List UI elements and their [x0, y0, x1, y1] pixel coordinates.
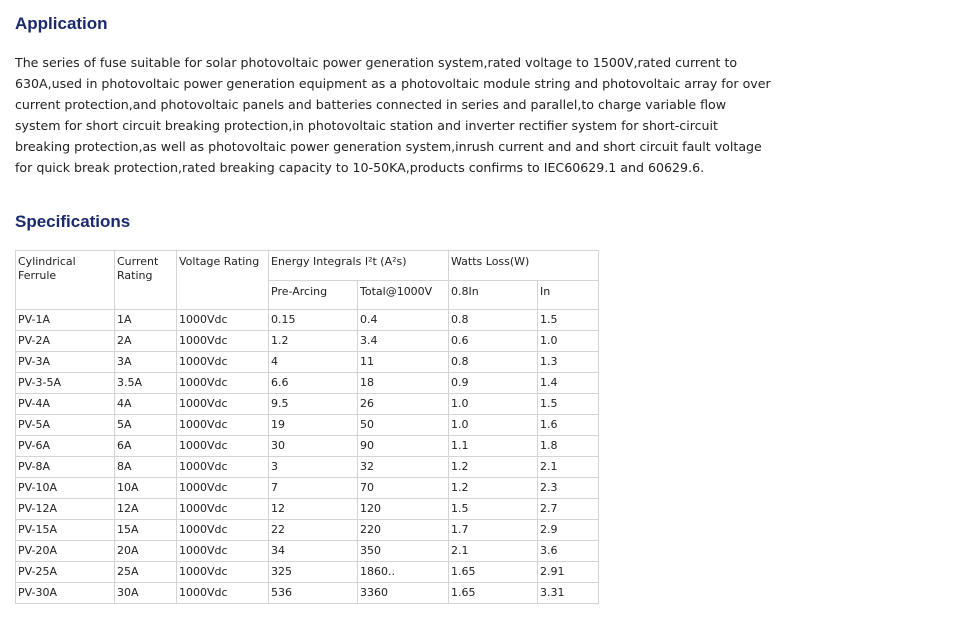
cell-total: 3360 — [358, 583, 449, 604]
cell-voltage: 1000Vdc — [177, 415, 269, 436]
header-energy: Energy Integrals I²t (A²s) — [269, 251, 449, 281]
cell-ferrule: PV-15A — [16, 520, 115, 541]
cell-pre-arcing: 325 — [269, 562, 358, 583]
cell-w08: 1.0 — [449, 394, 538, 415]
cell-w08: 1.7 — [449, 520, 538, 541]
table-row — [16, 352, 599, 373]
cell-win: 1.5 — [538, 394, 599, 415]
table-row — [16, 394, 599, 415]
cell-total: 3.4 — [358, 331, 449, 352]
cell-pre-arcing: 3 — [269, 457, 358, 478]
cell-pre-arcing: 22 — [269, 520, 358, 541]
cell-ferrule: PV-2A — [16, 331, 115, 352]
cell-current: 6A — [115, 436, 177, 457]
table-row — [16, 583, 599, 604]
cell-win: 2.9 — [538, 520, 599, 541]
cell-ferrule: PV-10A — [16, 478, 115, 499]
cell-current: 2A — [115, 331, 177, 352]
cell-total: 26 — [358, 394, 449, 415]
cell-current: 20A — [115, 541, 177, 562]
cell-voltage: 1000Vdc — [177, 331, 269, 352]
cell-current: 12A — [115, 499, 177, 520]
cell-ferrule: PV-20A — [16, 541, 115, 562]
cell-ferrule: PV-4A — [16, 394, 115, 415]
cell-total: 120 — [358, 499, 449, 520]
table-row — [16, 373, 599, 394]
header-w08: 0.8In — [449, 280, 538, 310]
cell-current: 30A — [115, 583, 177, 604]
cell-voltage: 1000Vdc — [177, 394, 269, 415]
table-row — [16, 478, 599, 499]
cell-win: 1.0 — [538, 331, 599, 352]
application-heading: Application — [15, 14, 108, 33]
table-row — [16, 415, 599, 436]
cell-voltage: 1000Vdc — [177, 520, 269, 541]
cell-w08: 0.9 — [449, 373, 538, 394]
cell-w08: 0.8 — [449, 310, 538, 331]
cell-w08: 1.0 — [449, 415, 538, 436]
cell-voltage: 1000Vdc — [177, 373, 269, 394]
cell-current: 8A — [115, 457, 177, 478]
cell-voltage: 1000Vdc — [177, 541, 269, 562]
cell-pre-arcing: 0.15 — [269, 310, 358, 331]
cell-win: 2.3 — [538, 478, 599, 499]
cell-pre-arcing: 30 — [269, 436, 358, 457]
table-row — [16, 331, 599, 352]
cell-w08: 1.2 — [449, 457, 538, 478]
application-paragraph: The series of fuse suitable for solar photovoltaic power generation system,rated voltage to 1500V,rated current to 630A,used in photovoltaic power generation equipment as a photovoltaic module string and photovoltaic array for over current protection,and photovoltaic panels and batteries connected in series and parallel,to charge variable flow system for short circuit breaking protection,in photovoltaic station and inverter rectifier system for short-circuit breaking protection,as well as photovoltaic power generation system,inrush current and and short circuit fault voltage for quick break protection,rated breaking capacity to 10-50KA,products confirms to IEC60629.1 and 60629.6. — [15, 55, 771, 175]
header-current: Current Rating — [115, 251, 177, 310]
cell-win: 1.6 — [538, 415, 599, 436]
cell-w08: 2.1 — [449, 541, 538, 562]
cell-ferrule: PV-5A — [16, 415, 115, 436]
cell-current: 4A — [115, 394, 177, 415]
cell-win: 2.1 — [538, 457, 599, 478]
cell-win: 1.4 — [538, 373, 599, 394]
table-row — [16, 457, 599, 478]
cell-pre-arcing: 7 — [269, 478, 358, 499]
cell-w08: 1.2 — [449, 478, 538, 499]
cell-voltage: 1000Vdc — [177, 478, 269, 499]
cell-total: 0.4 — [358, 310, 449, 331]
cell-w08: 1.65 — [449, 583, 538, 604]
cell-win: 1.8 — [538, 436, 599, 457]
header-row — [16, 251, 599, 281]
table-row — [16, 520, 599, 541]
cell-ferrule: PV-25A — [16, 562, 115, 583]
cell-ferrule: PV-3-5A — [16, 373, 115, 394]
cell-total: 1860.. — [358, 562, 449, 583]
cell-pre-arcing: 34 — [269, 541, 358, 562]
cell-pre-arcing: 9.5 — [269, 394, 358, 415]
cell-voltage: 1000Vdc — [177, 583, 269, 604]
cell-pre-arcing: 12 — [269, 499, 358, 520]
cell-voltage: 1000Vdc — [177, 352, 269, 373]
table-row — [16, 499, 599, 520]
table-row — [16, 541, 599, 562]
cell-win: 1.3 — [538, 352, 599, 373]
header-win: In — [538, 280, 599, 310]
cell-voltage: 1000Vdc — [177, 499, 269, 520]
cell-ferrule: PV-12A — [16, 499, 115, 520]
cell-total: 220 — [358, 520, 449, 541]
cell-current: 10A — [115, 478, 177, 499]
cell-voltage: 1000Vdc — [177, 436, 269, 457]
cell-ferrule: PV-30A — [16, 583, 115, 604]
specifications-table — [15, 250, 599, 604]
cell-pre-arcing: 19 — [269, 415, 358, 436]
cell-ferrule: PV-8A — [16, 457, 115, 478]
cell-w08: 1.1 — [449, 436, 538, 457]
cell-total: 50 — [358, 415, 449, 436]
cell-total: 90 — [358, 436, 449, 457]
cell-w08: 0.6 — [449, 331, 538, 352]
cell-ferrule: PV-3A — [16, 352, 115, 373]
cell-win: 3.6 — [538, 541, 599, 562]
cell-current: 5A — [115, 415, 177, 436]
table-row — [16, 310, 599, 331]
table-row — [16, 436, 599, 457]
cell-current: 3A — [115, 352, 177, 373]
cell-pre-arcing: 6.6 — [269, 373, 358, 394]
specifications-heading: Specifications — [15, 212, 131, 231]
cell-win: 2.7 — [538, 499, 599, 520]
cell-current: 3.5A — [115, 373, 177, 394]
header-voltage: Voltage Rating — [177, 251, 269, 310]
header-pre-arcing: Pre-Arcing — [269, 280, 358, 310]
cell-ferrule: PV-1A — [16, 310, 115, 331]
cell-voltage: 1000Vdc — [177, 310, 269, 331]
cell-total: 70 — [358, 478, 449, 499]
cell-win: 2.91 — [538, 562, 599, 583]
cell-voltage: 1000Vdc — [177, 562, 269, 583]
cell-win: 3.31 — [538, 583, 599, 604]
cell-voltage: 1000Vdc — [177, 457, 269, 478]
cell-pre-arcing: 4 — [269, 352, 358, 373]
header-watts: Watts Loss(W) — [449, 251, 599, 281]
cell-total: 350 — [358, 541, 449, 562]
header-ferrule: Cylindrical Ferrule — [16, 251, 115, 310]
cell-total: 32 — [358, 457, 449, 478]
cell-ferrule: PV-6A — [16, 436, 115, 457]
header-total: Total@1000V — [358, 280, 449, 310]
cell-pre-arcing: 536 — [269, 583, 358, 604]
cell-current: 25A — [115, 562, 177, 583]
cell-win: 1.5 — [538, 310, 599, 331]
cell-total: 18 — [358, 373, 449, 394]
cell-w08: 1.5 — [449, 499, 538, 520]
table-row — [16, 562, 599, 583]
cell-current: 15A — [115, 520, 177, 541]
cell-total: 11 — [358, 352, 449, 373]
cell-w08: 1.65 — [449, 562, 538, 583]
cell-pre-arcing: 1.2 — [269, 331, 358, 352]
cell-current: 1A — [115, 310, 177, 331]
cell-w08: 0.8 — [449, 352, 538, 373]
